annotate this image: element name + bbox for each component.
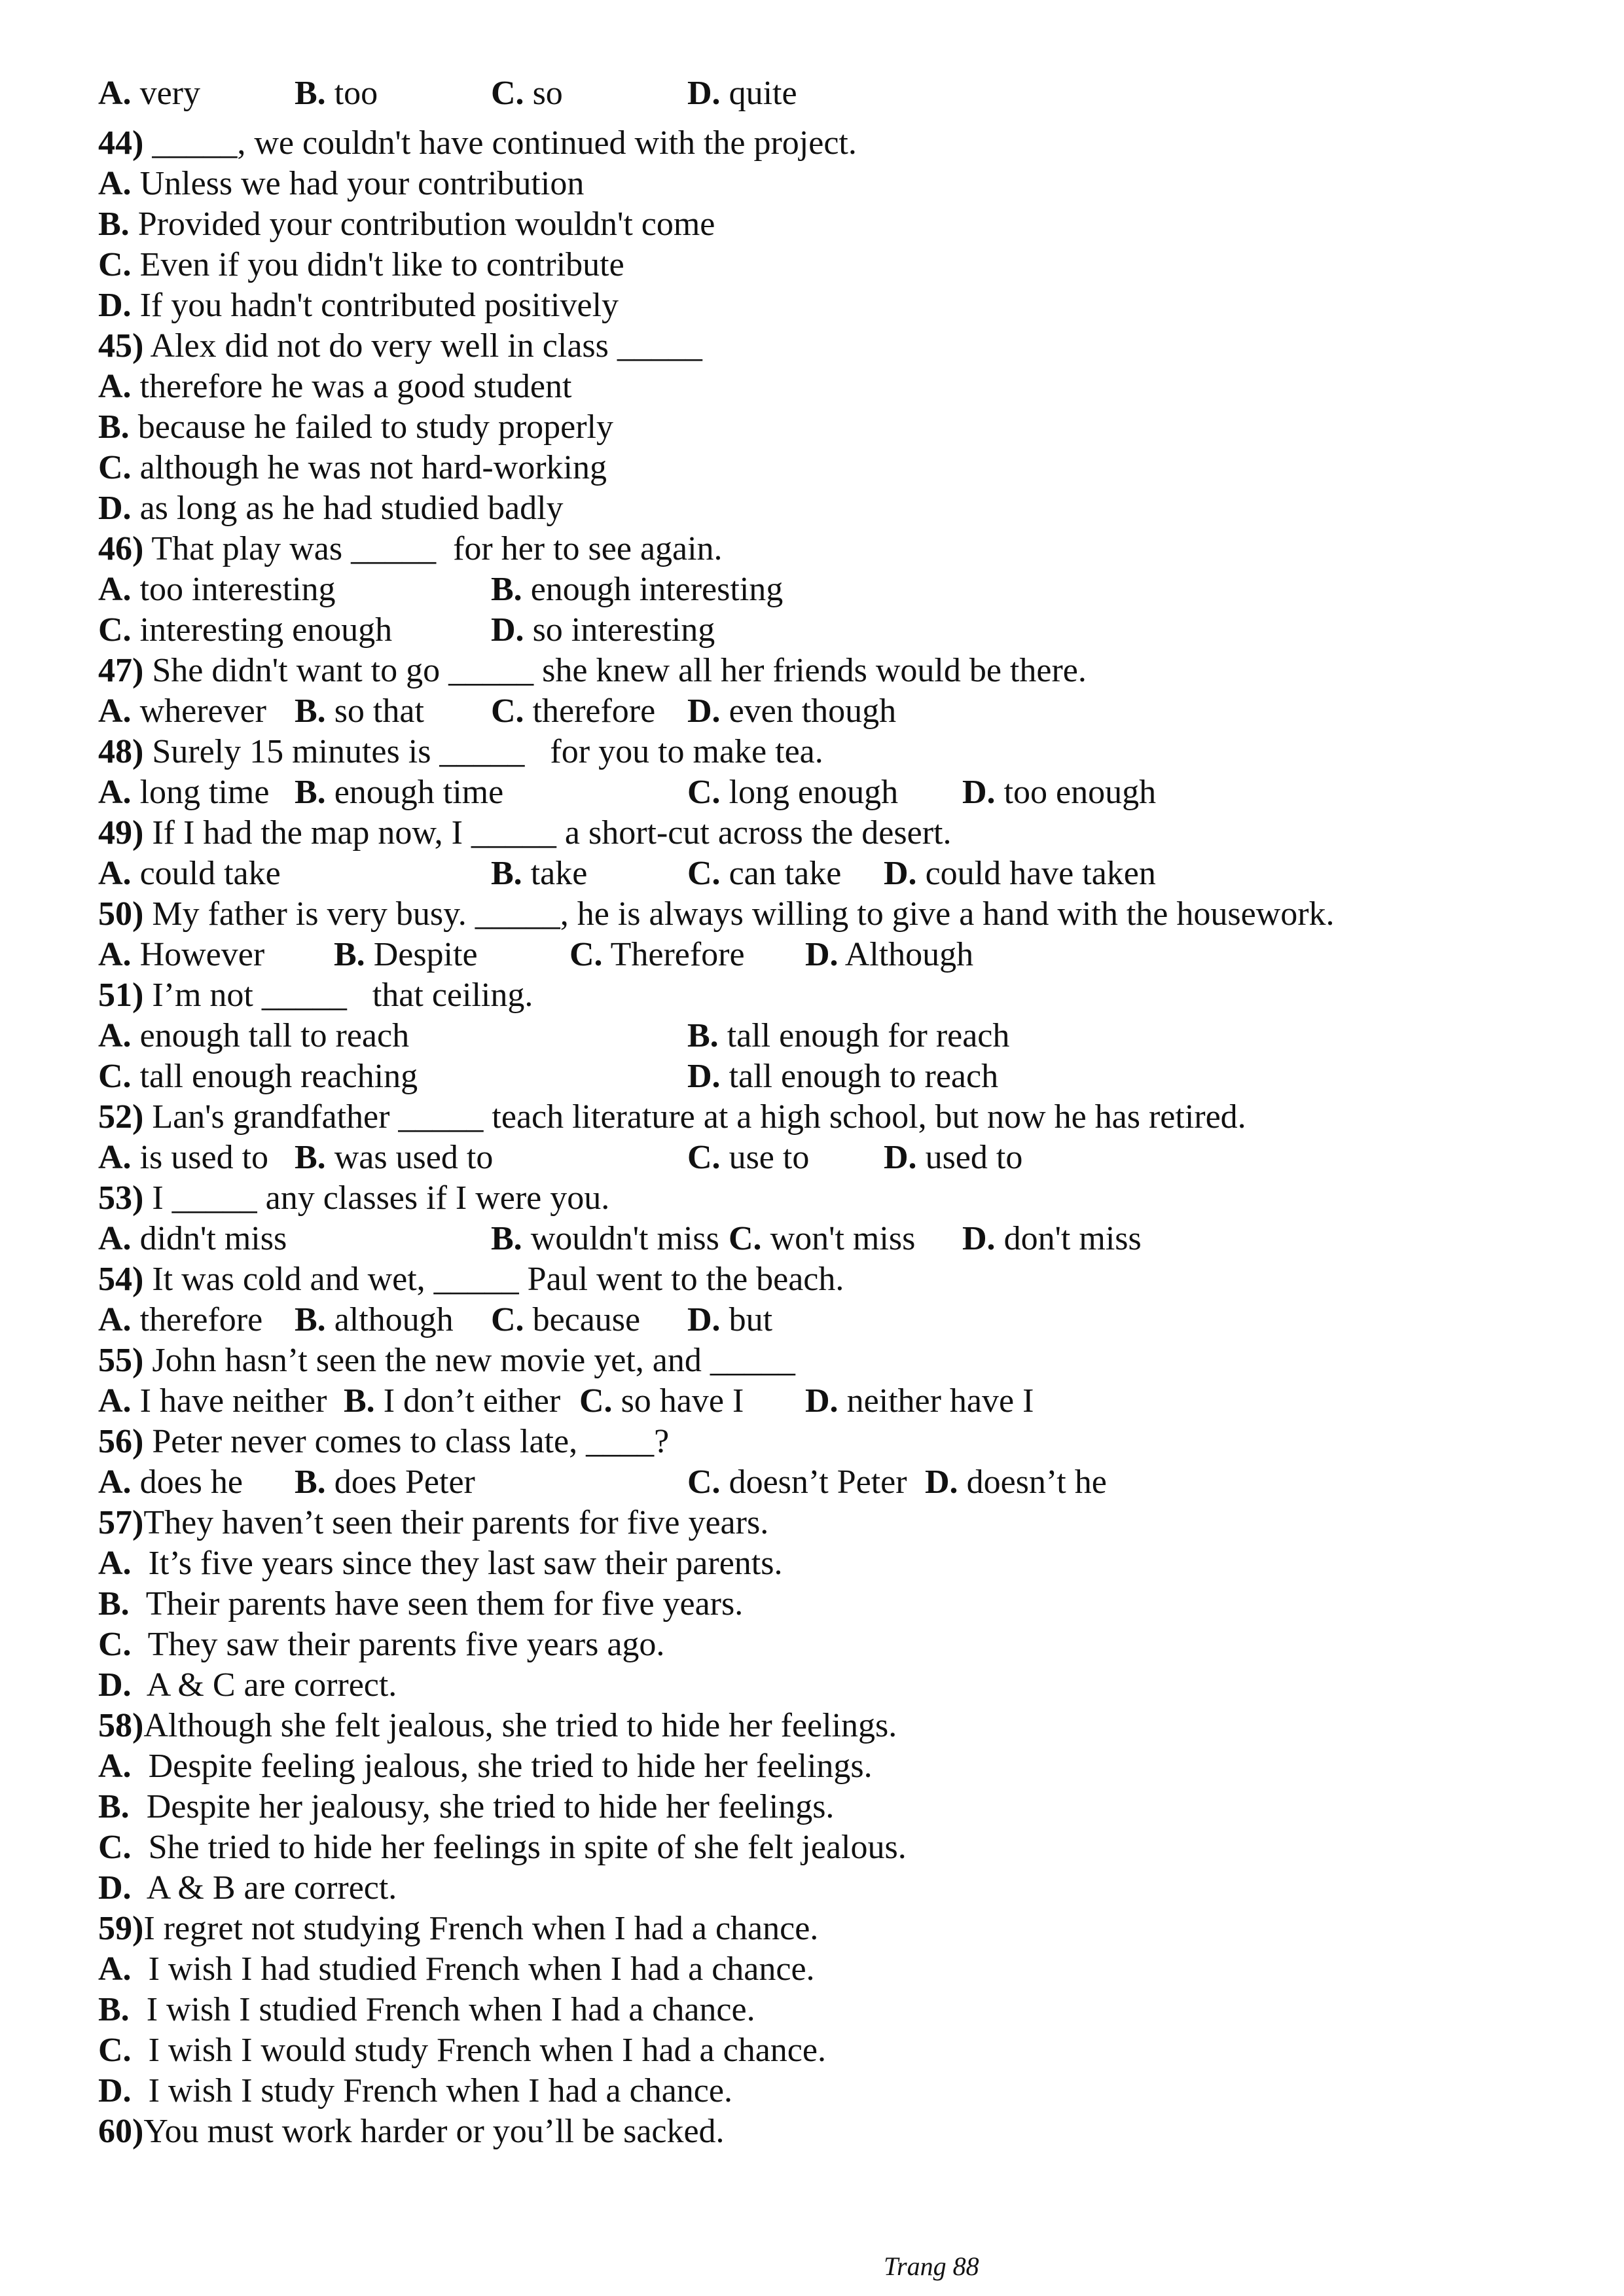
answer-option xyxy=(98,1016,409,1056)
question-text: It was cold and wet, _____ Paul went to the beach. xyxy=(143,1261,844,1298)
option-letter: D. xyxy=(98,1869,132,1907)
option-letter: B. xyxy=(98,1991,130,2028)
option-letter: C. xyxy=(98,449,132,486)
option-letter: A. xyxy=(98,75,132,112)
question-number: 52) xyxy=(98,1098,144,1136)
answer-option xyxy=(569,935,745,975)
question-number: 45) xyxy=(98,327,144,365)
option-text: doesn’t he xyxy=(958,1463,1107,1501)
option-letter: D. xyxy=(98,490,132,527)
option-letter: B. xyxy=(98,1585,130,1623)
question-line xyxy=(98,1340,795,1381)
answer-option-line xyxy=(98,1584,743,1624)
answer-option xyxy=(687,1300,772,1340)
answer-option-line xyxy=(98,2071,732,2111)
question-text: Lan's grandfather _____ teach literature at a high school, but now he has retired. xyxy=(143,1098,1246,1136)
page-footer: Trang 88 xyxy=(884,2251,979,2281)
option-text: too interesting xyxy=(131,571,336,608)
answer-option xyxy=(295,691,424,732)
answer-option-line xyxy=(98,245,624,285)
option-text: does Peter xyxy=(325,1463,475,1501)
question-text: That play was _____ for her to see again. xyxy=(143,530,723,567)
option-letter: C. xyxy=(98,246,132,283)
question-line xyxy=(98,1178,609,1219)
answer-option-line xyxy=(98,1624,664,1665)
option-text: doesn’t Peter xyxy=(720,1463,907,1501)
answer-option xyxy=(491,853,587,894)
answer-option-line xyxy=(98,367,571,407)
answer-option xyxy=(687,1462,907,1503)
option-text: A & B are correct. xyxy=(131,1869,397,1907)
option-text: so have I xyxy=(612,1382,744,1420)
question-text: Alex did not do very well in class _____ xyxy=(143,327,702,365)
option-letter: B. xyxy=(491,571,522,608)
option-letter: C. xyxy=(491,75,524,112)
option-text: is used to xyxy=(131,1139,269,1176)
answer-option xyxy=(98,1219,287,1259)
option-text: Their parents have seen them for five years. xyxy=(129,1585,744,1623)
option-letter: C. xyxy=(491,1301,524,1338)
option-letter: A. xyxy=(98,774,132,811)
option-letter: D. xyxy=(805,1382,839,1420)
answer-option xyxy=(491,610,715,651)
option-text: use to xyxy=(720,1139,810,1176)
answer-option xyxy=(295,1138,493,1178)
question-text: My father is very busy. _____, he is always willing to give a hand with the housework. xyxy=(143,895,1335,933)
question-text: _____, we couldn't have continued with the project. xyxy=(143,124,857,162)
option-letter: D. xyxy=(687,692,721,730)
option-text: can take xyxy=(720,855,842,892)
option-letter: A. xyxy=(98,1463,132,1501)
option-text: However xyxy=(131,936,265,973)
option-letter: A. xyxy=(98,1220,132,1257)
answer-option xyxy=(687,691,896,732)
option-text: so that xyxy=(325,692,424,730)
answer-option-line xyxy=(98,2030,826,2071)
option-text: interesting enough xyxy=(131,611,393,649)
question-line xyxy=(98,1259,844,1300)
option-letter: C. xyxy=(687,1463,721,1501)
question-line xyxy=(98,2111,725,2152)
option-letter: B. xyxy=(295,1463,326,1501)
option-text: enough tall to reach xyxy=(131,1017,410,1054)
option-text: It’s five years since they last saw their parents. xyxy=(131,1545,783,1582)
answer-option-line xyxy=(98,1827,907,1868)
option-letter: B. xyxy=(98,1788,130,1825)
option-letter: D. xyxy=(687,75,721,112)
question-number: 54) xyxy=(98,1261,144,1298)
answer-option xyxy=(962,772,1156,813)
option-text: could have taken xyxy=(916,855,1156,892)
question-number: 55) xyxy=(98,1342,144,1379)
option-text: although xyxy=(325,1301,454,1338)
answer-option-line xyxy=(98,488,564,529)
option-text: long enough xyxy=(720,774,899,811)
option-text: because he failed to study properly xyxy=(129,408,613,446)
option-text: used to xyxy=(916,1139,1023,1176)
option-letter: C. xyxy=(729,1220,762,1257)
question-line xyxy=(98,1909,818,1949)
question-number: 56) xyxy=(98,1423,144,1460)
question-number: 47) xyxy=(98,652,144,689)
option-text: neither have I xyxy=(838,1382,1034,1420)
option-letter: C. xyxy=(98,2032,132,2069)
option-text: don't miss xyxy=(995,1220,1142,1257)
answer-option xyxy=(98,610,392,651)
option-letter: D. xyxy=(805,936,839,973)
option-letter: C. xyxy=(98,1058,132,1095)
option-text: therefore he was a good student xyxy=(131,368,572,405)
answer-option xyxy=(962,1219,1142,1259)
option-text: If you hadn't contributed positively xyxy=(131,287,619,324)
answer-option xyxy=(491,569,783,610)
answer-option xyxy=(98,1138,268,1178)
answer-option xyxy=(729,1219,915,1259)
answer-option xyxy=(295,1462,475,1503)
question-number: 46) xyxy=(98,530,144,567)
option-letter: C. xyxy=(98,1626,132,1663)
option-text: Despite feeling jealous, she tried to hide her feelings. xyxy=(131,1748,873,1785)
answer-option-line xyxy=(98,1868,397,1909)
answer-option-line xyxy=(98,1990,755,2030)
answer-option xyxy=(98,1056,418,1097)
option-text: therefore xyxy=(131,1301,263,1338)
answer-option xyxy=(579,1381,744,1422)
option-letter: D. xyxy=(98,2072,132,2109)
option-text: Therefore xyxy=(602,936,745,973)
option-letter: C. xyxy=(687,774,721,811)
question-number: 60) xyxy=(98,2113,144,2150)
answer-option xyxy=(98,1300,262,1340)
option-letter: A. xyxy=(98,165,132,202)
option-letter: D. xyxy=(491,611,524,649)
answer-option xyxy=(491,73,563,114)
option-text: Although xyxy=(838,936,974,973)
answer-option xyxy=(687,1056,998,1097)
option-text: very xyxy=(131,75,200,112)
question-number: 59) xyxy=(98,1910,144,1947)
option-letter: D. xyxy=(687,1301,721,1338)
option-text: I wish I had studied French when I had a chance. xyxy=(131,1950,815,1988)
question-line xyxy=(98,651,1087,691)
answer-option xyxy=(491,691,655,732)
answer-option xyxy=(884,1138,1022,1178)
answer-option-line xyxy=(98,1787,834,1827)
option-text: enough time xyxy=(325,774,504,811)
option-text: I wish I study French when I had a chance. xyxy=(131,2072,732,2109)
option-text: although he was not hard-working xyxy=(131,449,607,486)
answer-option xyxy=(344,1381,560,1422)
option-letter: C. xyxy=(687,855,721,892)
option-text: as long as he had studied badly xyxy=(131,490,564,527)
answer-option-line xyxy=(98,448,607,488)
option-letter: A. xyxy=(98,368,132,405)
option-text: I wish I studied French when I had a chance. xyxy=(129,1991,755,2028)
option-text: Provided your contribution wouldn't come xyxy=(129,206,715,243)
option-text: does he xyxy=(131,1463,243,1501)
answer-option-line xyxy=(98,204,715,245)
option-text: was used to xyxy=(325,1139,494,1176)
answer-option xyxy=(98,935,264,975)
option-letter: A. xyxy=(98,1139,132,1176)
question-number: 57) xyxy=(98,1504,144,1541)
option-text: so xyxy=(524,75,563,112)
option-text: wouldn't miss xyxy=(522,1220,719,1257)
option-text: tall enough to reach xyxy=(720,1058,999,1095)
option-letter: D. xyxy=(962,774,996,811)
question-text: They haven’t seen their parents for five years. xyxy=(143,1504,769,1541)
answer-option xyxy=(687,73,797,114)
option-letter: B. xyxy=(334,936,365,973)
answer-option-line xyxy=(98,1746,873,1787)
option-text: quite xyxy=(720,75,797,112)
question-line xyxy=(98,123,857,164)
question-line xyxy=(98,732,823,772)
option-letter: C. xyxy=(579,1382,613,1420)
option-text: so interesting xyxy=(524,611,715,649)
option-letter: B. xyxy=(344,1382,375,1420)
option-letter: B. xyxy=(295,1301,326,1338)
question-number: 48) xyxy=(98,733,144,770)
question-text: Although she felt jealous, she tried to hide her feelings. xyxy=(143,1707,897,1744)
answer-option xyxy=(491,1219,719,1259)
question-number: 49) xyxy=(98,814,144,852)
option-letter: C. xyxy=(98,611,132,649)
answer-option xyxy=(925,1462,1107,1503)
question-text: I _____ any classes if I were you. xyxy=(143,1179,610,1217)
question-line xyxy=(98,1097,1246,1138)
question-text: John hasn’t seen the new movie yet, and _____ xyxy=(143,1342,795,1379)
option-text: too xyxy=(325,75,378,112)
option-letter: D. xyxy=(884,855,917,892)
question-line xyxy=(98,1706,897,1746)
question-line xyxy=(98,813,951,853)
option-letter: B. xyxy=(491,855,522,892)
answer-option xyxy=(98,1462,243,1503)
option-letter: D. xyxy=(884,1139,917,1176)
option-letter: B. xyxy=(295,75,326,112)
question-text: Surely 15 minutes is _____ for you to make tea. xyxy=(143,733,823,770)
question-text: I’m not _____ that ceiling. xyxy=(143,977,533,1014)
option-letter: D. xyxy=(962,1220,996,1257)
answer-option xyxy=(884,853,1156,894)
answer-option xyxy=(98,772,269,813)
question-line xyxy=(98,1422,669,1462)
option-text: They saw their parents five years ago. xyxy=(131,1626,665,1663)
option-letter: A. xyxy=(98,571,132,608)
option-text: take xyxy=(522,855,588,892)
answer-option xyxy=(98,73,200,114)
option-letter: B. xyxy=(98,206,130,243)
option-letter: B. xyxy=(491,1220,522,1257)
question-number: 53) xyxy=(98,1179,144,1217)
option-text: enough interesting xyxy=(522,571,784,608)
option-text: won't miss xyxy=(761,1220,916,1257)
option-text: A & C are correct. xyxy=(131,1666,397,1704)
answer-option xyxy=(687,1016,1009,1056)
option-text: didn't miss xyxy=(131,1220,287,1257)
option-letter: A. xyxy=(98,855,132,892)
answer-option xyxy=(295,1300,454,1340)
answer-option xyxy=(98,691,266,732)
answer-option xyxy=(334,935,478,975)
question-text: If I had the map now, I _____ a short-cut across the desert. xyxy=(143,814,952,852)
option-text: She tried to hide her feelings in spite of she felt jealous. xyxy=(131,1829,907,1866)
answer-option-line xyxy=(98,1543,782,1584)
option-letter: A. xyxy=(98,1545,132,1582)
option-text: Despite her jealousy, she tried to hide her feelings. xyxy=(129,1788,835,1825)
option-letter: D. xyxy=(98,1666,132,1704)
question-line xyxy=(98,326,702,367)
option-text: Even if you didn't like to contribute xyxy=(131,246,624,283)
option-letter: A. xyxy=(98,692,132,730)
option-letter: C. xyxy=(569,936,603,973)
answer-option-line xyxy=(98,285,619,326)
question-text: You must work harder or you’ll be sacked. xyxy=(143,2113,725,2150)
answer-option-line xyxy=(98,407,613,448)
option-letter: B. xyxy=(295,692,326,730)
option-text: could take xyxy=(131,855,281,892)
option-letter: B. xyxy=(98,408,130,446)
option-letter: B. xyxy=(295,774,326,811)
option-letter: C. xyxy=(491,692,524,730)
option-text: I wish I would study French when I had a chance. xyxy=(131,2032,826,2069)
option-letter: A. xyxy=(98,1017,132,1054)
answer-option-line xyxy=(98,1949,815,1990)
answer-option-line xyxy=(98,164,584,204)
option-letter: C. xyxy=(98,1829,132,1866)
option-letter: D. xyxy=(925,1463,958,1501)
answer-option xyxy=(687,772,898,813)
question-text: She didn't want to go _____ she knew all her friends would be there. xyxy=(143,652,1087,689)
answer-option xyxy=(98,569,336,610)
option-letter: C. xyxy=(687,1139,721,1176)
question-number: 51) xyxy=(98,977,144,1014)
option-text: even though xyxy=(720,692,897,730)
option-text: but xyxy=(720,1301,773,1338)
question-line xyxy=(98,529,723,569)
option-letter: D. xyxy=(687,1058,721,1095)
question-line xyxy=(98,894,1335,935)
option-text: tall enough for reach xyxy=(718,1017,1010,1054)
answer-option xyxy=(295,73,378,114)
option-text: Unless we had your contribution xyxy=(131,165,585,202)
answer-option xyxy=(687,1138,809,1178)
option-text: long time xyxy=(131,774,270,811)
question-text: I regret not studying French when I had a chance. xyxy=(143,1910,819,1947)
answer-option xyxy=(295,772,503,813)
option-text: therefore xyxy=(524,692,656,730)
option-text: I don’t either xyxy=(374,1382,561,1420)
option-text: wherever xyxy=(131,692,266,730)
question-text: Peter never comes to class late, ____? xyxy=(143,1423,670,1460)
option-letter: A. xyxy=(98,1748,132,1785)
option-text: tall enough reaching xyxy=(131,1058,418,1095)
option-text: Despite xyxy=(365,936,478,973)
answer-option xyxy=(805,1381,1034,1422)
option-letter: A. xyxy=(98,1382,132,1420)
option-letter: A. xyxy=(98,1950,132,1988)
answer-option xyxy=(687,853,841,894)
option-letter: A. xyxy=(98,936,132,973)
question-number: 58) xyxy=(98,1707,144,1744)
answer-option xyxy=(98,853,281,894)
question-number: 44) xyxy=(98,124,144,162)
option-letter: B. xyxy=(687,1017,719,1054)
option-text: because xyxy=(524,1301,641,1338)
option-letter: D. xyxy=(98,287,132,324)
answer-option-line xyxy=(98,1665,397,1706)
answer-option xyxy=(805,935,973,975)
question-line xyxy=(98,1503,768,1543)
option-letter: B. xyxy=(295,1139,326,1176)
answer-option xyxy=(98,1381,327,1422)
question-line xyxy=(98,975,533,1016)
answer-option xyxy=(491,1300,640,1340)
option-text: too enough xyxy=(995,774,1157,811)
question-number: 50) xyxy=(98,895,144,933)
option-letter: A. xyxy=(98,1301,132,1338)
option-text: I have neither xyxy=(131,1382,327,1420)
